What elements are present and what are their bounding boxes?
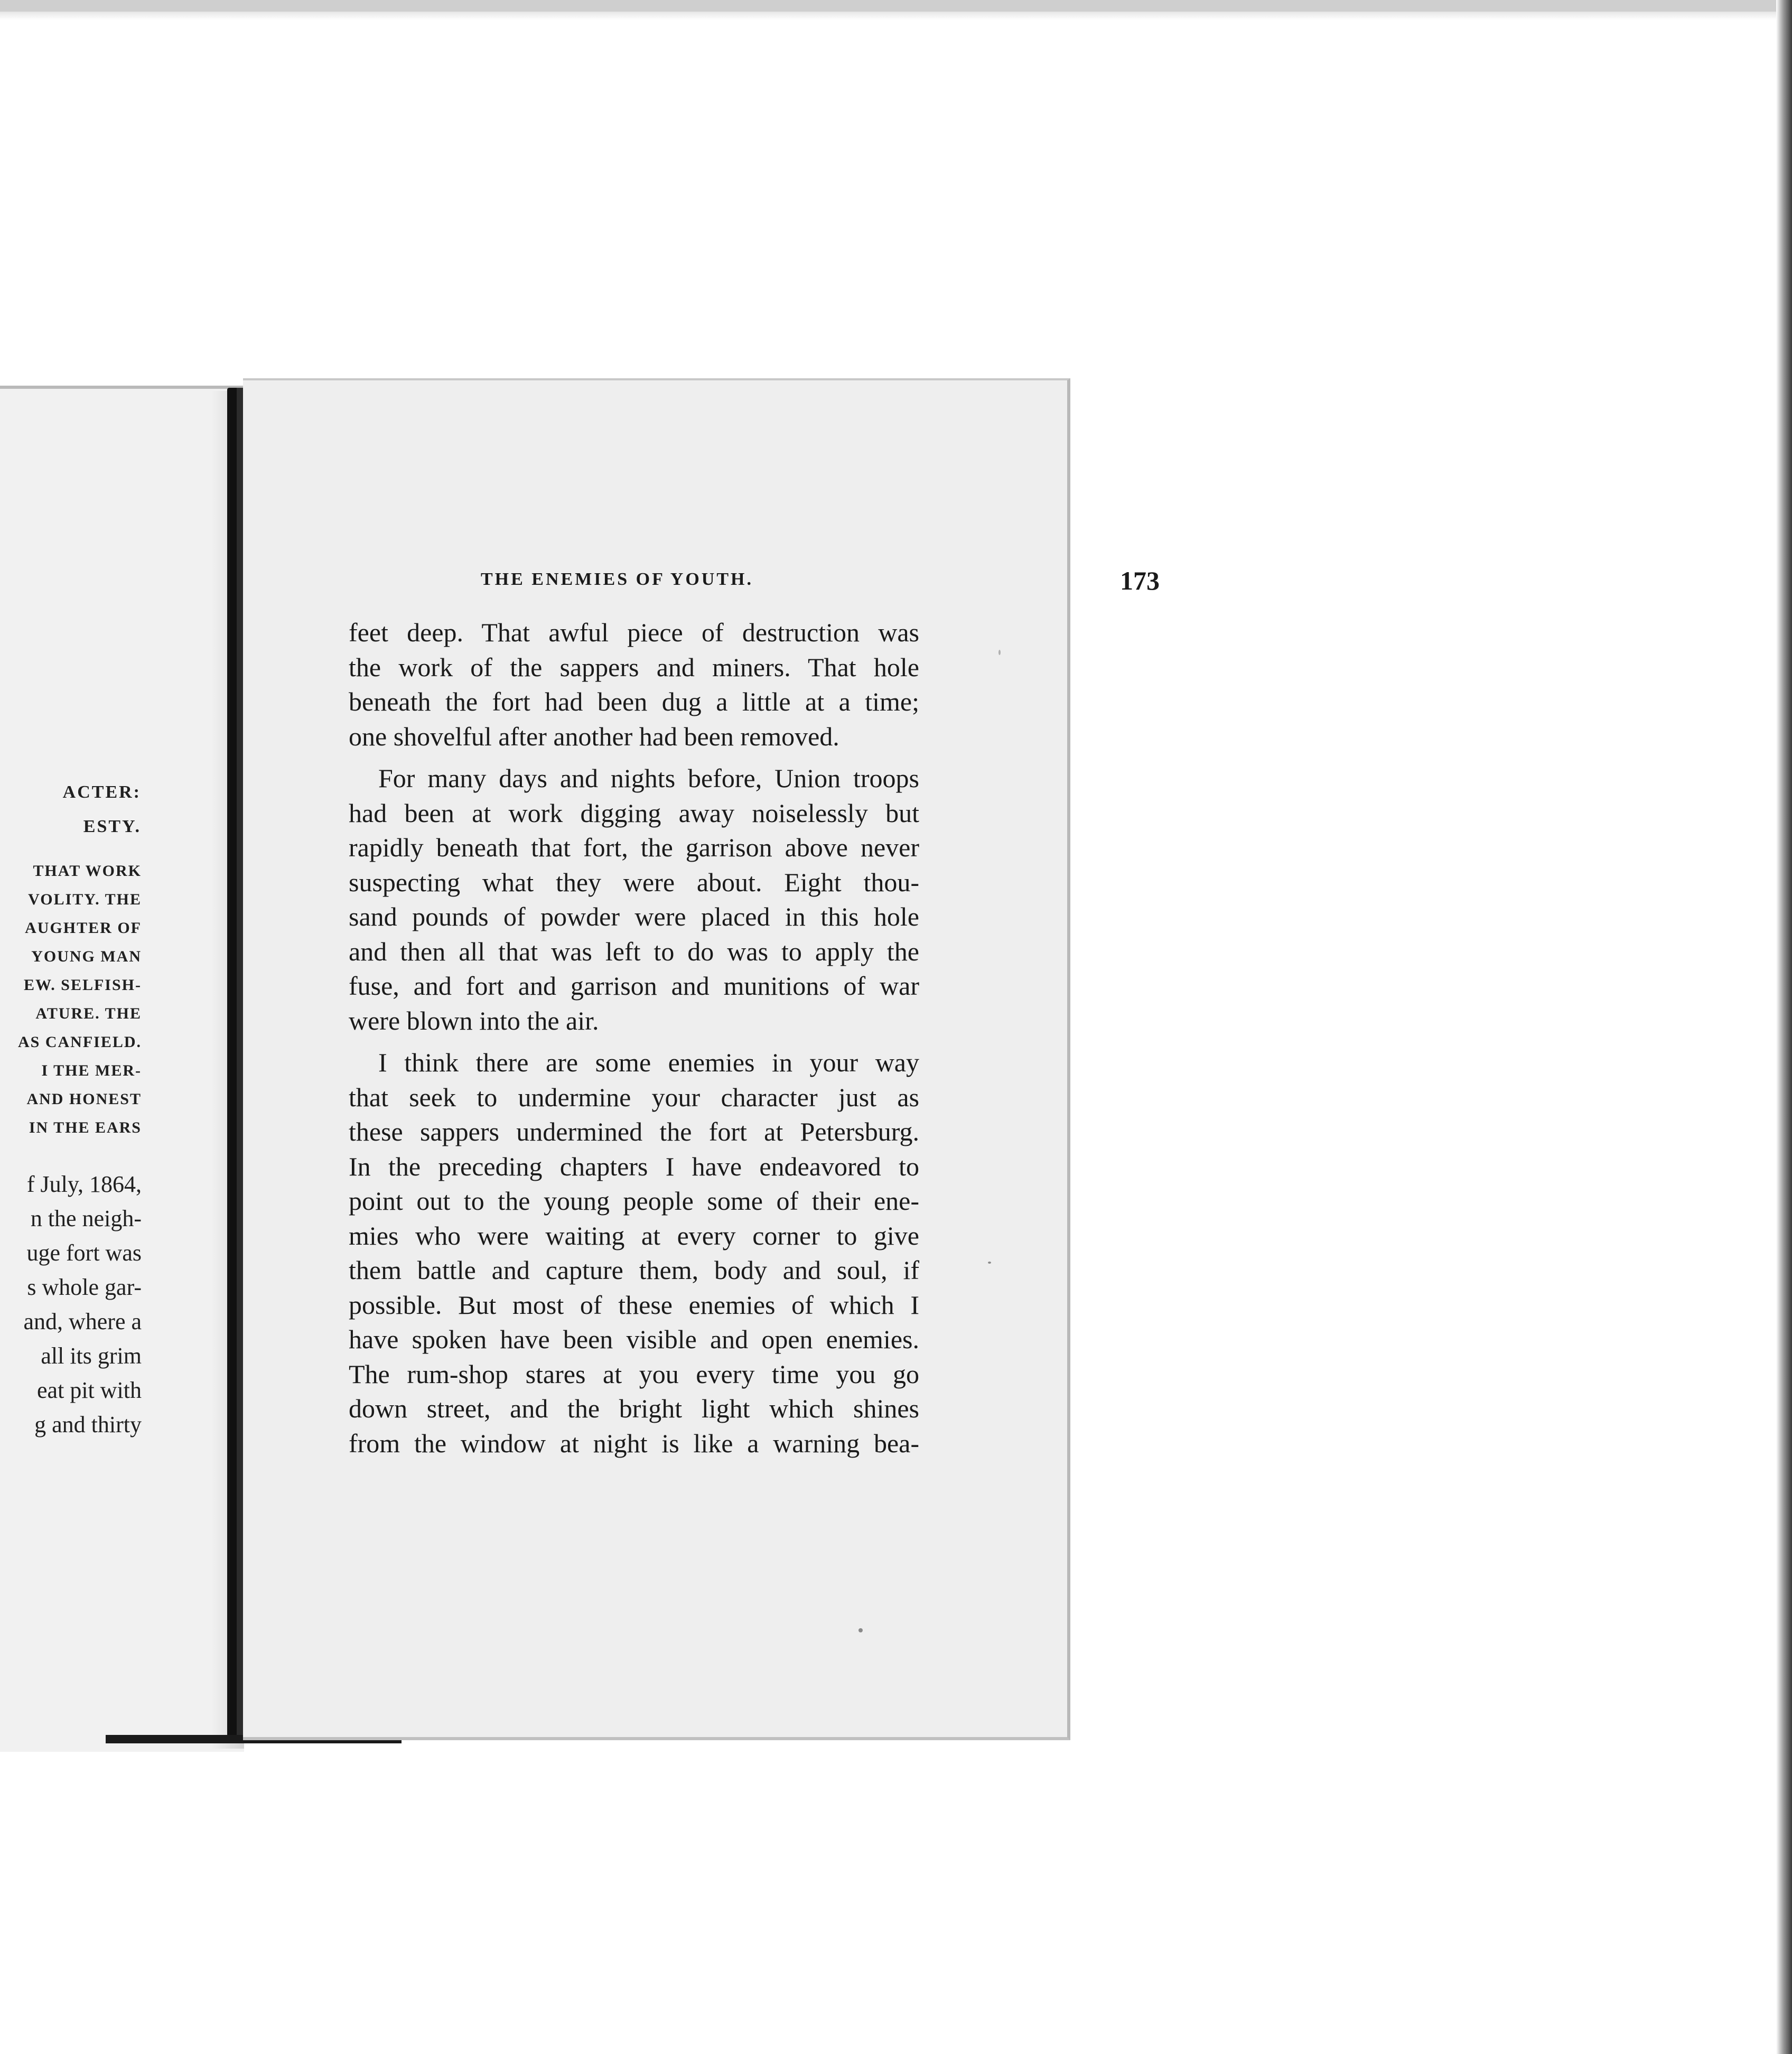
right-page xyxy=(243,378,1160,1740)
text-line: fuse, and fort and garrison and munitions of war xyxy=(349,971,919,1001)
page-number: 173 xyxy=(1120,566,1160,595)
left-chapter-heading-line: ACTER: xyxy=(62,782,141,802)
left-page xyxy=(0,386,244,1752)
paper-speck xyxy=(858,1628,863,1632)
scan-right-edge xyxy=(1776,0,1792,2054)
left-body-line: eat pit with xyxy=(37,1377,142,1403)
text-line: them battle and capture them, body and soul, if xyxy=(349,1255,919,1285)
text-line: For many days and nights before, Union troops xyxy=(378,763,919,793)
left-summary-line: VOLITY. THE xyxy=(28,891,142,908)
text-line: I think there are some enemies in your way xyxy=(378,1048,919,1077)
text-line: beneath the fort had been dug a little at a time; xyxy=(349,687,919,716)
left-summary-line: ATURE. THE xyxy=(35,1005,142,1022)
text-line: these sappers undermined the fort at Petersburg. xyxy=(349,1117,919,1146)
text-line: suspecting what they were about. Eight thou- xyxy=(349,867,919,897)
text-line: feet deep. That awful piece of destruction was xyxy=(349,618,919,647)
text-line: were blown into the air. xyxy=(349,1005,599,1035)
left-summary-line: AND HONEST xyxy=(26,1090,142,1108)
text-line: The rum-shop stares at you every time you go xyxy=(349,1359,919,1389)
text-line: possible. But most of these enemies of which I xyxy=(349,1290,919,1320)
left-body-line: s whole gar- xyxy=(27,1274,142,1300)
paper-speck xyxy=(988,1262,991,1264)
left-body-line: n the neigh- xyxy=(30,1206,142,1231)
text-line: In the preceding chapters I have endeavored to xyxy=(349,1151,919,1181)
left-body-line: and, where a xyxy=(23,1309,142,1334)
left-body-line: uge fort was xyxy=(26,1240,142,1266)
left-summary-line: AUGHTER OF xyxy=(25,919,142,937)
text-line: from the window at night is like a warning bea- xyxy=(349,1428,919,1458)
text-line: down street, and the bright light which shines xyxy=(349,1394,919,1423)
left-summary-line: EW. SELFISH- xyxy=(24,976,142,994)
scan-top-edge xyxy=(0,0,1792,12)
text-line: and then all that was left to do was to apply the xyxy=(349,936,919,966)
left-summary-line: YOUNG MAN xyxy=(31,948,142,965)
left-chapter-heading-line: ESTY. xyxy=(83,817,141,836)
left-summary-line: THAT WORK xyxy=(33,862,142,880)
left-summary-line: AS CANFIELD. xyxy=(17,1033,142,1051)
left-body-line: all its grim xyxy=(41,1343,142,1369)
text-line: rapidly beneath that fort, the garrison above never xyxy=(349,833,919,862)
text-line: the work of the sappers and miners. That hole xyxy=(349,652,919,682)
text-line: sand pounds of powder were placed in this hole xyxy=(349,902,919,931)
text-line: that seek to undermine your character just as xyxy=(349,1082,919,1112)
left-summary-line: I THE MER- xyxy=(41,1062,142,1079)
text-line: one shovelful after another had been removed. xyxy=(349,721,839,751)
paper-speck xyxy=(998,650,1001,655)
left-body-line: f July, 1864, xyxy=(26,1171,142,1197)
page-body xyxy=(349,615,919,1461)
text-line: point out to the young people some of their ene- xyxy=(349,1186,919,1216)
running-head-title: THE ENEMIES OF YOUTH. xyxy=(481,569,753,589)
left-body-line: g and thirty xyxy=(34,1412,142,1437)
text-line: had been at work digging away noiselessly but xyxy=(349,798,919,828)
left-summary-line: IN THE EARS xyxy=(29,1119,142,1136)
scan-top-edge-fade xyxy=(0,12,1792,20)
text-line: mies who were waiting at every corner to give xyxy=(349,1220,919,1250)
running-head xyxy=(481,565,1160,596)
text-line: have spoken have been visible and open enemies. xyxy=(349,1324,919,1354)
